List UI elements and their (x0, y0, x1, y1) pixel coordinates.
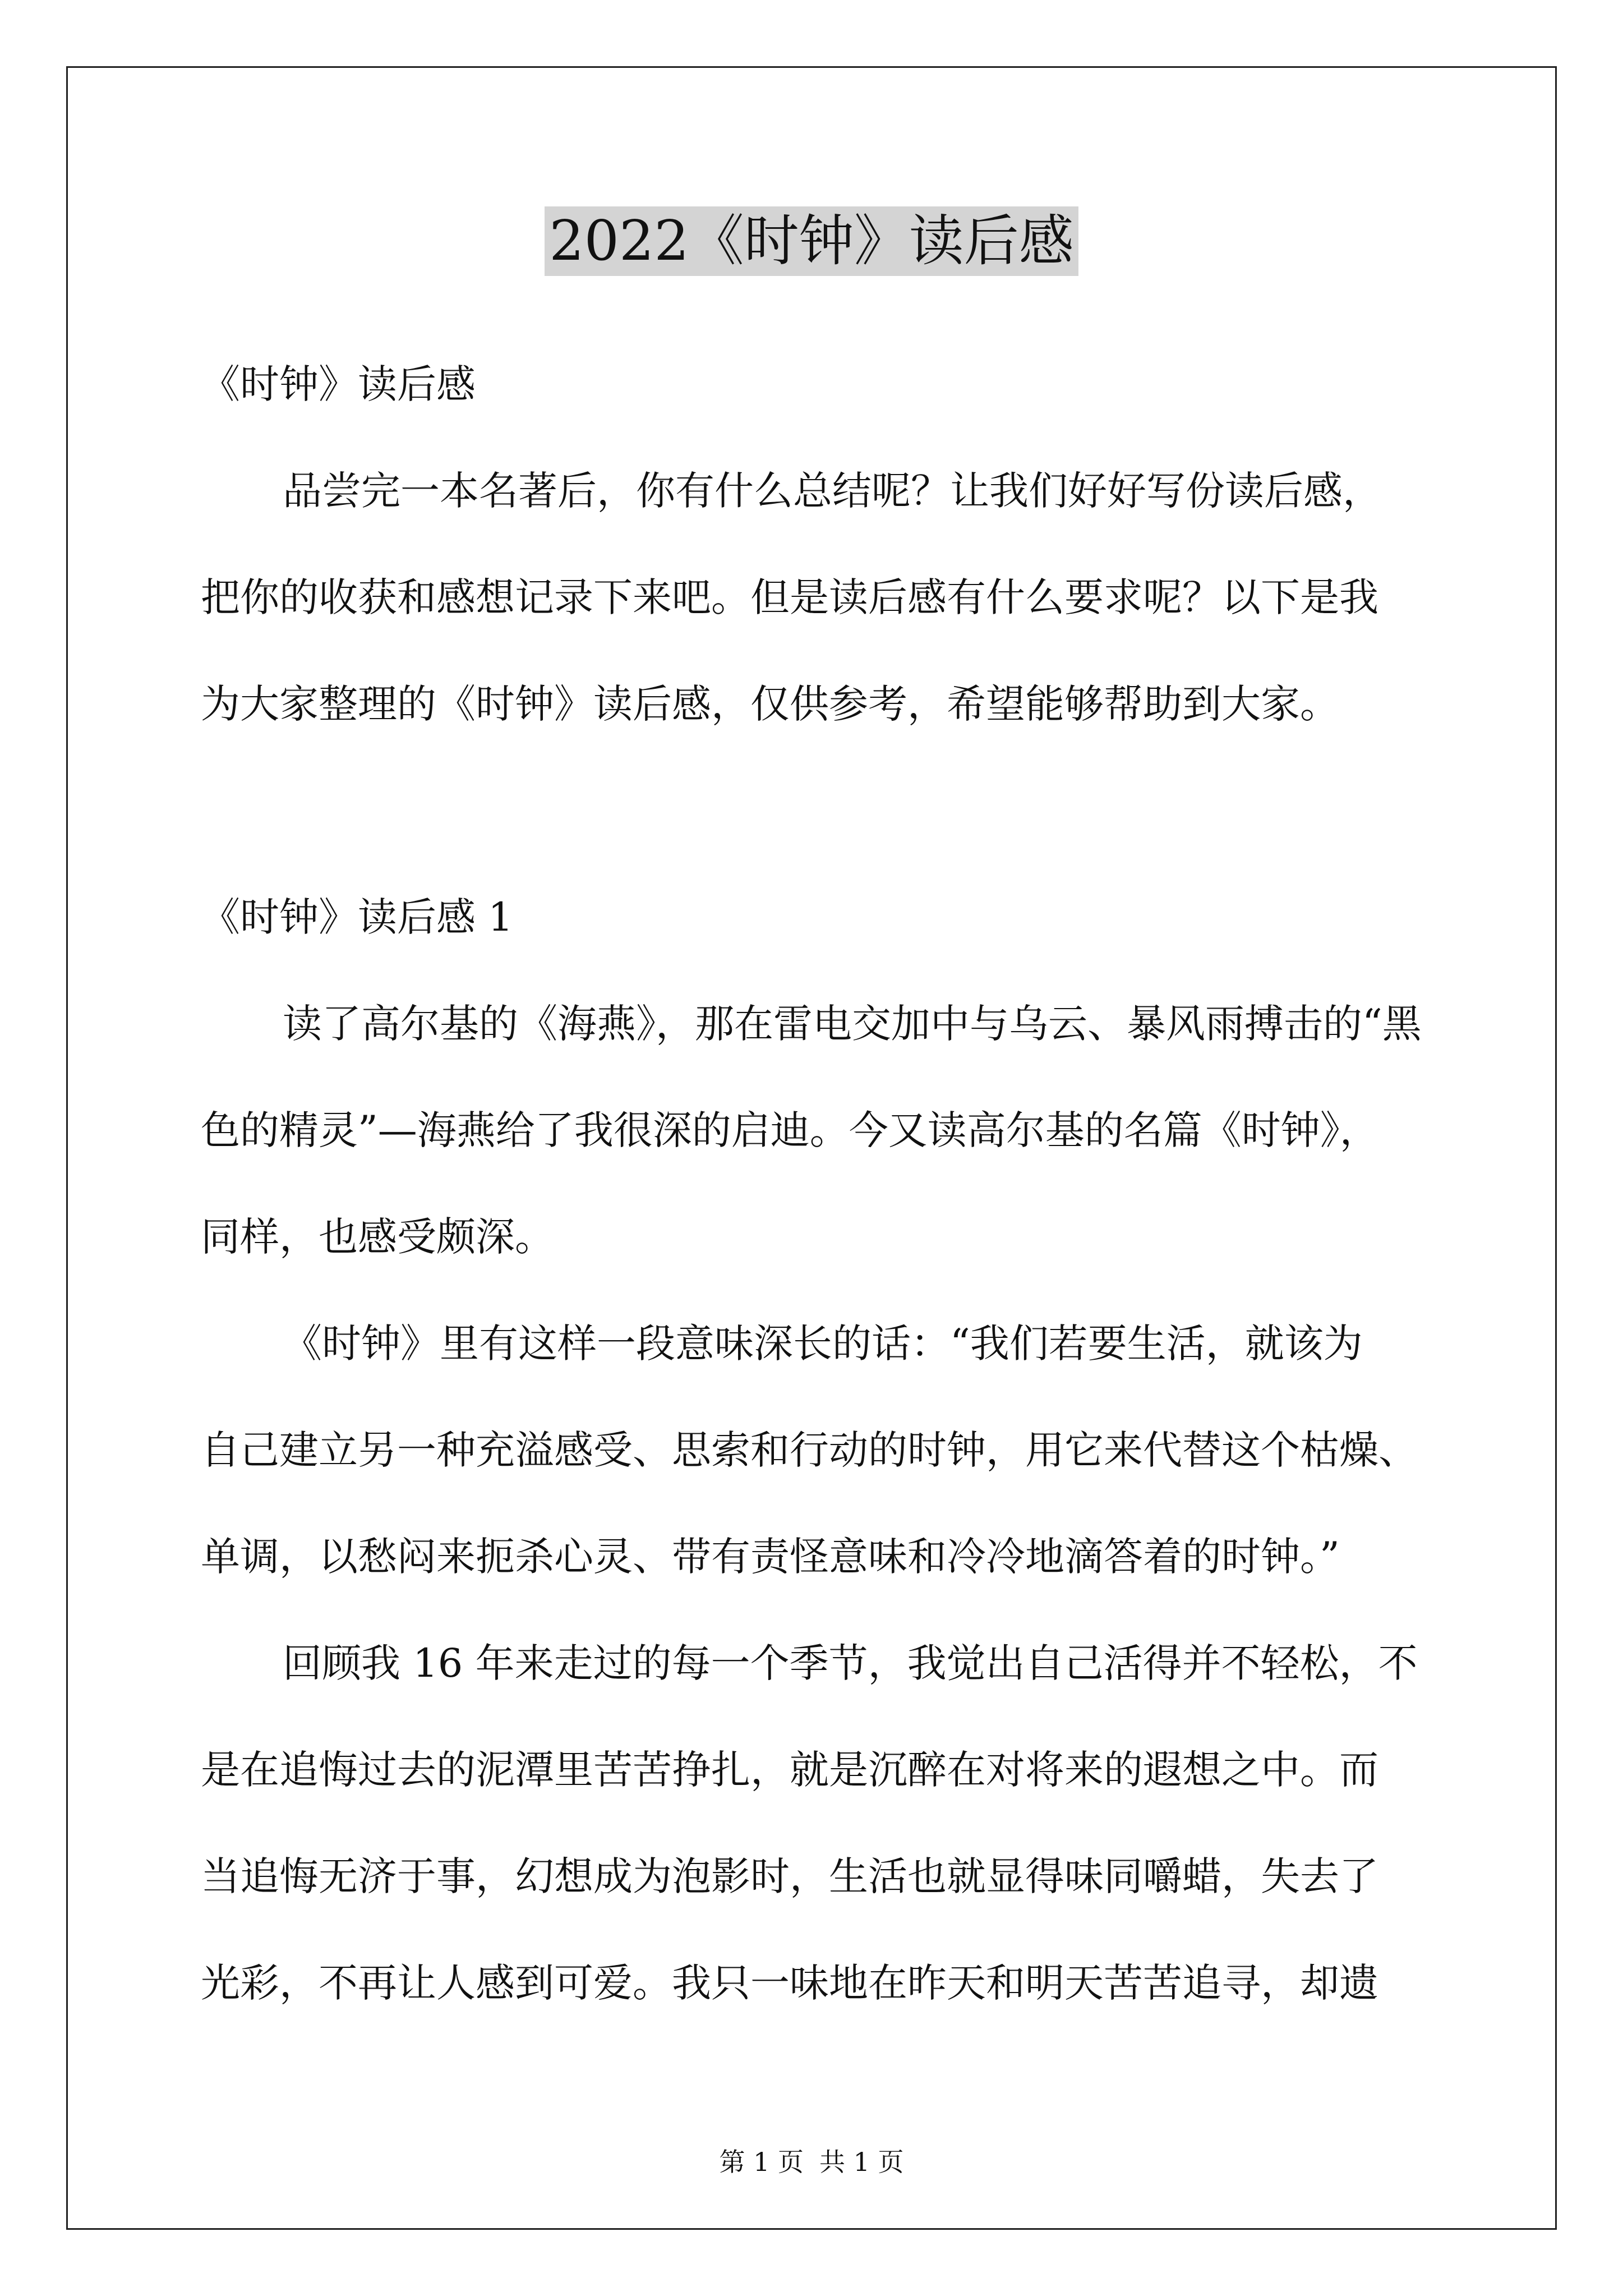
paragraph-line: 同样，也感受颇深。 (201, 1214, 554, 1260)
section-heading: 《时钟》读后感 1 (201, 894, 513, 940)
paragraph-line: 单调，以愁闷来扼杀心灵、带有责怪意味和冷冷地滴答着的时钟。” (201, 1534, 1340, 1580)
page-total: 共 1 页 (819, 2147, 904, 2177)
document-body (201, 331, 1457, 2036)
paragraph-line: 自己建立另一种充溢感受、思索和行动的时钟，用它来代替这个枯燥、 (201, 1427, 1418, 1473)
title-container (0, 206, 1623, 276)
paragraph-line: 光彩，不再让人感到可爱。我只一味地在昨天和明天苦苦追寻，却遗 (201, 1960, 1378, 2006)
page-footer (0, 2145, 1623, 2179)
paragraph-line: 读了高尔基的《海燕》，那在雷电交加中与乌云、暴风雨搏击的“黑 (283, 1001, 1422, 1047)
paragraph-line: 是在追悔过去的泥潭里苦苦挣扎，就是沉醉在对将来的遐想之中。而 (201, 1747, 1378, 1793)
document-title: 2022《时钟》读后感 (545, 206, 1078, 276)
section-spacer (201, 757, 1457, 864)
paragraph-line: 色的精灵”—海燕给了我很深的启迪。今又读高尔基的名篇《时钟》， (201, 1107, 1379, 1153)
intro-line: 品尝完一本名著后，你有什么总结呢？让我们好好写份读后感， (283, 468, 1382, 514)
paragraph-line: 《时钟》里有这样一段意味深长的话：“我们若要生活，就该为 (283, 1320, 1363, 1366)
intro-heading: 《时钟》读后感 (201, 361, 476, 407)
intro-line: 为大家整理的《时钟》读后感，仅供参考，希望能够帮助到大家。 (201, 681, 1339, 727)
page-number: 第 1 页 (719, 2147, 804, 2177)
paragraph-line: 当追悔无济于事，幻想成为泡影时，生活也就显得味同嚼蜡，失去了 (201, 1853, 1378, 1899)
paragraph-line: 回顾我 16 年来走过的每一个季节，我觉出自己活得并不轻松，不 (283, 1640, 1418, 1686)
intro-line: 把你的收获和感想记录下来吧。但是读后感有什么要求呢？以下是我 (201, 574, 1378, 620)
